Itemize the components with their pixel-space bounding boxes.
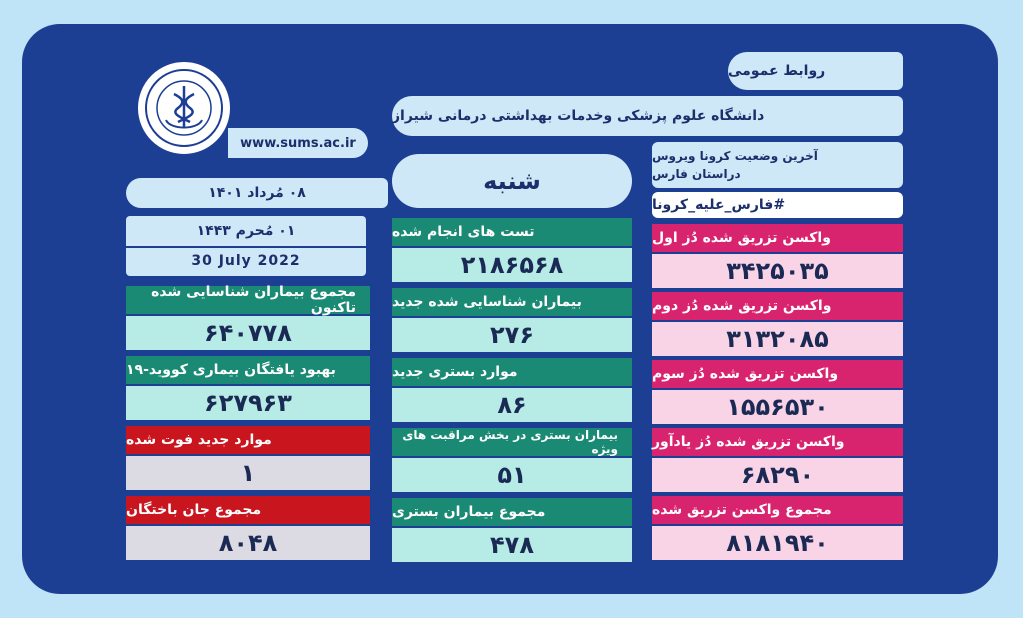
weekday-pill xyxy=(392,154,632,208)
public-relations-banner xyxy=(728,52,903,90)
right-label-dose2: واکسن تزریق شده دُز دوم xyxy=(652,292,903,320)
right-value-booster: ۶۸۲۹۰ xyxy=(652,458,903,492)
hashtag-banner xyxy=(652,192,903,218)
university-name: دانشگاه علوم پزشکی وخدمات بهداشتی درمانی شیراز xyxy=(392,108,765,124)
left-label-recovered: بهبود یافتگان بیماری کووید-۱۹ xyxy=(126,356,370,384)
university-seal xyxy=(138,62,230,154)
public-relations-text: روابط عمومی xyxy=(728,63,826,79)
mid-value-total-hospitalized: ۴۷۸ xyxy=(392,528,632,562)
right-label-dose1: واکسن تزریق شده دُز اول xyxy=(652,224,903,252)
gregorian-date-text: 30 July 2022 xyxy=(191,253,301,269)
university-banner xyxy=(392,96,903,136)
mid-value-new-hospitalized: ۸۶ xyxy=(392,388,632,422)
right-label-dose3: واکسن تزریق شده دُز سوم xyxy=(652,360,903,388)
left-value-recovered: ۶۲۷۹۶۳ xyxy=(126,386,370,420)
persian-date-text: ۰۸ مُرداد ۱۴۰۱ xyxy=(208,185,306,201)
weekday-text: شنبه xyxy=(483,167,541,195)
left-value-total-identified: ۶۴۰۷۷۸ xyxy=(126,316,370,350)
mid-value-tests: ۲۱۸۶۵۶۸ xyxy=(392,248,632,282)
mid-value-new-identified: ۲۷۶ xyxy=(392,318,632,352)
left-value-total-deaths: ۸۰۴۸ xyxy=(126,526,370,560)
left-label-new-deaths: موارد جدید فوت شده xyxy=(126,426,370,454)
website-pill[interactable] xyxy=(228,128,368,158)
left-value-new-deaths: ۱ xyxy=(126,456,370,490)
mid-label-icu: بیماران بستری در بخش مراقبت های ویژه xyxy=(392,428,632,456)
mid-label-total-hospitalized: مجموع بیماران بستری xyxy=(392,498,632,526)
mid-label-new-identified: بیماران شناسایی شده جدید xyxy=(392,288,632,316)
right-value-total-vaccine: ۸۱۸۱۹۴۰ xyxy=(652,526,903,560)
right-label-total-vaccine: مجموع واکسن تزریق شده xyxy=(652,496,903,524)
mid-value-icu: ۵۱ xyxy=(392,458,632,492)
seal-icon xyxy=(138,62,230,154)
left-label-total-deaths: مجموع جان باختگان xyxy=(126,496,370,524)
status-banner xyxy=(652,142,903,188)
right-value-dose3: ۱۵۵۶۵۳۰ xyxy=(652,390,903,424)
right-value-dose1: ۳۴۲۵۰۳۵ xyxy=(652,254,903,288)
right-value-dose2: ۳۱۳۲۰۸۵ xyxy=(652,322,903,356)
website-url: www.sums.ac.ir xyxy=(240,135,356,151)
left-label-total-identified: مجموع بیماران شناسایی شده تاکنون xyxy=(126,286,370,314)
right-label-booster: واکسن تزریق شده دُز یادآور xyxy=(652,428,903,456)
mid-label-tests: تست های انجام شده xyxy=(392,218,632,246)
hijri-date-text: ۰۱ مُحرم ۱۴۴۳ xyxy=(196,223,296,239)
mid-label-new-hospitalized: موارد بستری جدید xyxy=(392,358,632,386)
hashtag-text: #فارس_علیه_کرونا xyxy=(652,197,786,213)
status-line-1: آخرین وضعیت کرونا ویروس xyxy=(652,149,818,163)
status-line-2: دراستان فارس xyxy=(652,167,741,181)
persian-date-pill xyxy=(126,178,388,208)
